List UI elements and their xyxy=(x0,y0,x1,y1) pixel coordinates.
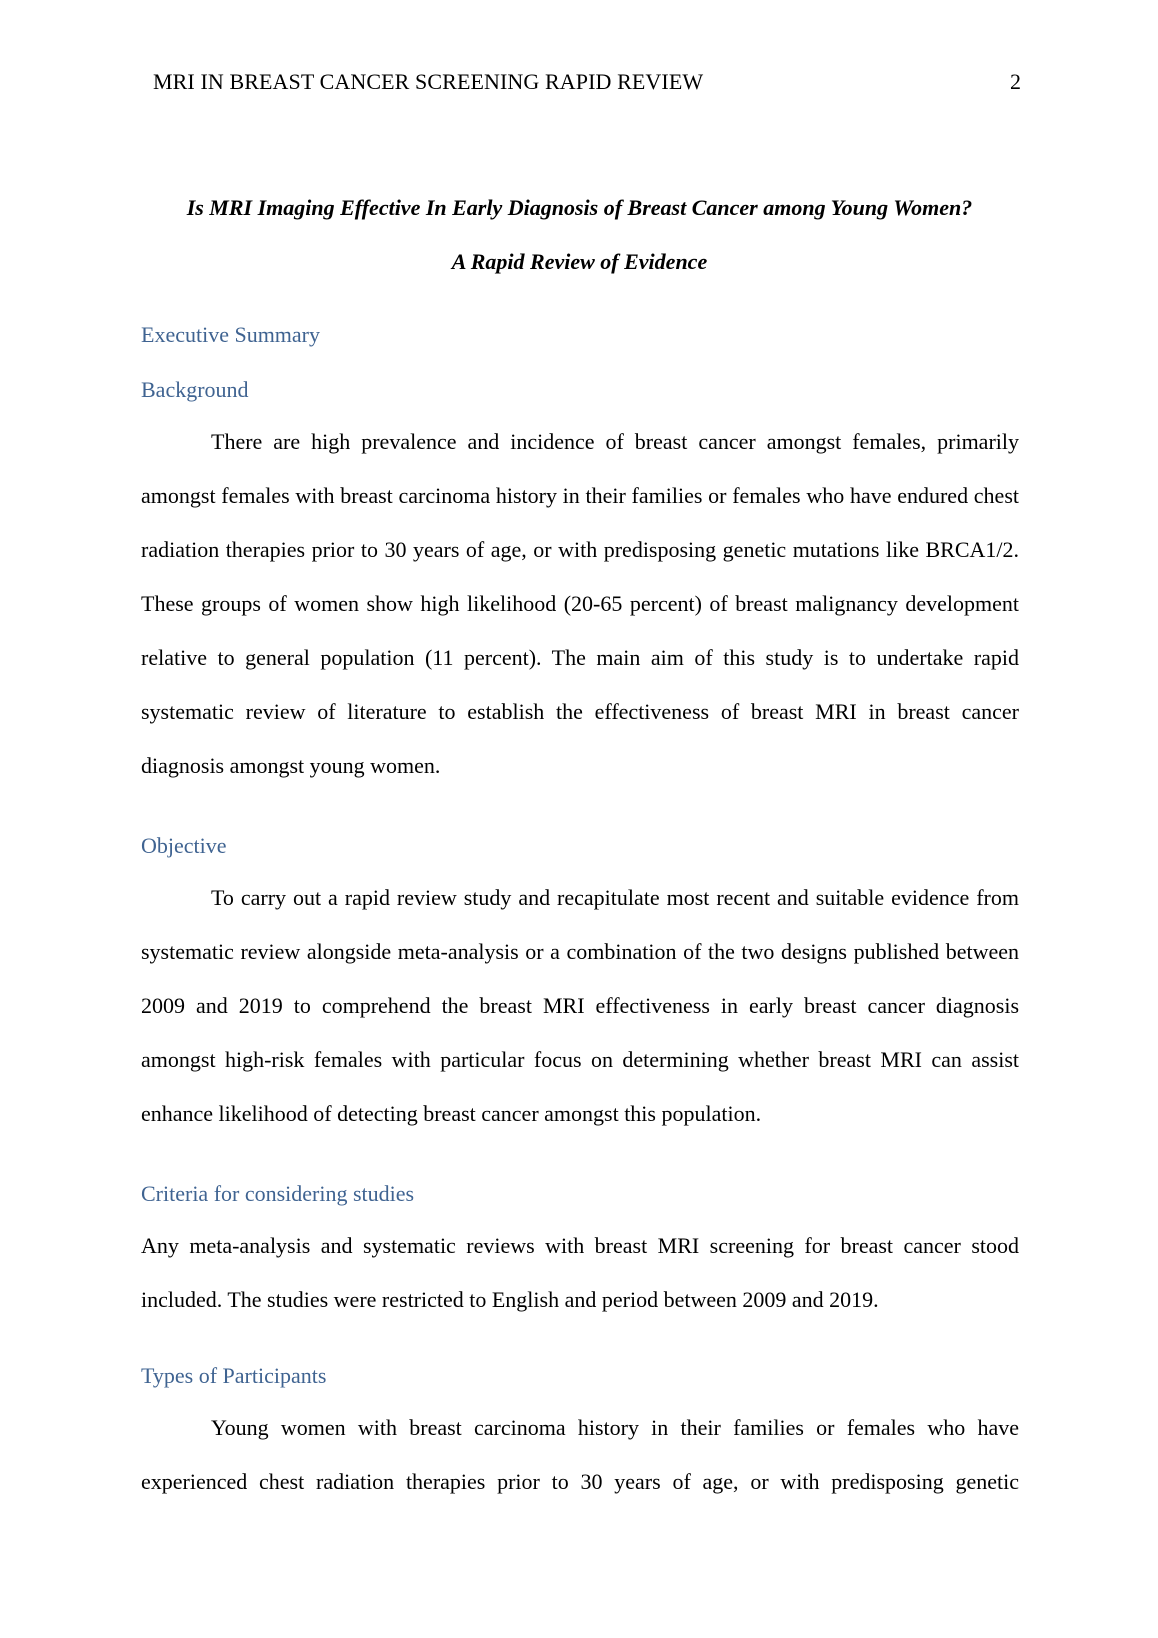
heading-objective: Objective xyxy=(141,833,227,858)
page-number: 2 xyxy=(1010,69,1021,94)
heading-executive-summary: Executive Summary xyxy=(141,322,321,347)
paragraph-objective: To carry out a rapid review study and recapitulate most recent and suitable evidence from systematic review alongside meta-analysis or a combination of the two designs published between 2009 and 2019 to comprehend the breast MRI effectiveness in early breast cancer diagnosis amongst high-risk females with particular focus on determining whether breast MRI can assist enhance likelihood of detecting breast cancer amongst this population. xyxy=(141,885,1019,1126)
heading-background: Background xyxy=(141,377,249,402)
document-title-line-1: Is MRI Imaging Effective In Early Diagnosis of Breast Cancer among Young Women? xyxy=(186,195,973,220)
paragraph-participants: Young women with breast carcinoma history in their families or females who have experienced chest radiation therapies prior to 30 years of age, or with predisposing genetic xyxy=(141,1415,1019,1494)
heading-participants: Types of Participants xyxy=(141,1363,327,1388)
paragraph-criteria: Any meta-analysis and systematic reviews with breast MRI screening for breast cancer stood included. The studies were restricted to English and period between 2009 and 2019. xyxy=(141,1233,1019,1312)
running-head: MRI IN BREAST CANCER SCREENING RAPID REVIEW xyxy=(153,69,704,94)
heading-criteria: Criteria for considering studies xyxy=(141,1181,415,1206)
paragraph-background: There are high prevalence and incidence of breast cancer amongst females, primarily amongst females with breast carcinoma history in their families or females who have endured chest radiation therapies prior to 30 years of age, or with predisposing genetic mutations like BRCA1/2. These groups of women show high likelihood (20-65 percent) of breast malignancy development relative to general population (11 percent). The main aim of this study is to undertake rapid systematic review of literature to establish the effectiveness of breast MRI in breast cancer diagnosis amongst young women. xyxy=(141,429,1019,778)
document-title-line-2: A Rapid Review of Evidence xyxy=(451,249,708,274)
